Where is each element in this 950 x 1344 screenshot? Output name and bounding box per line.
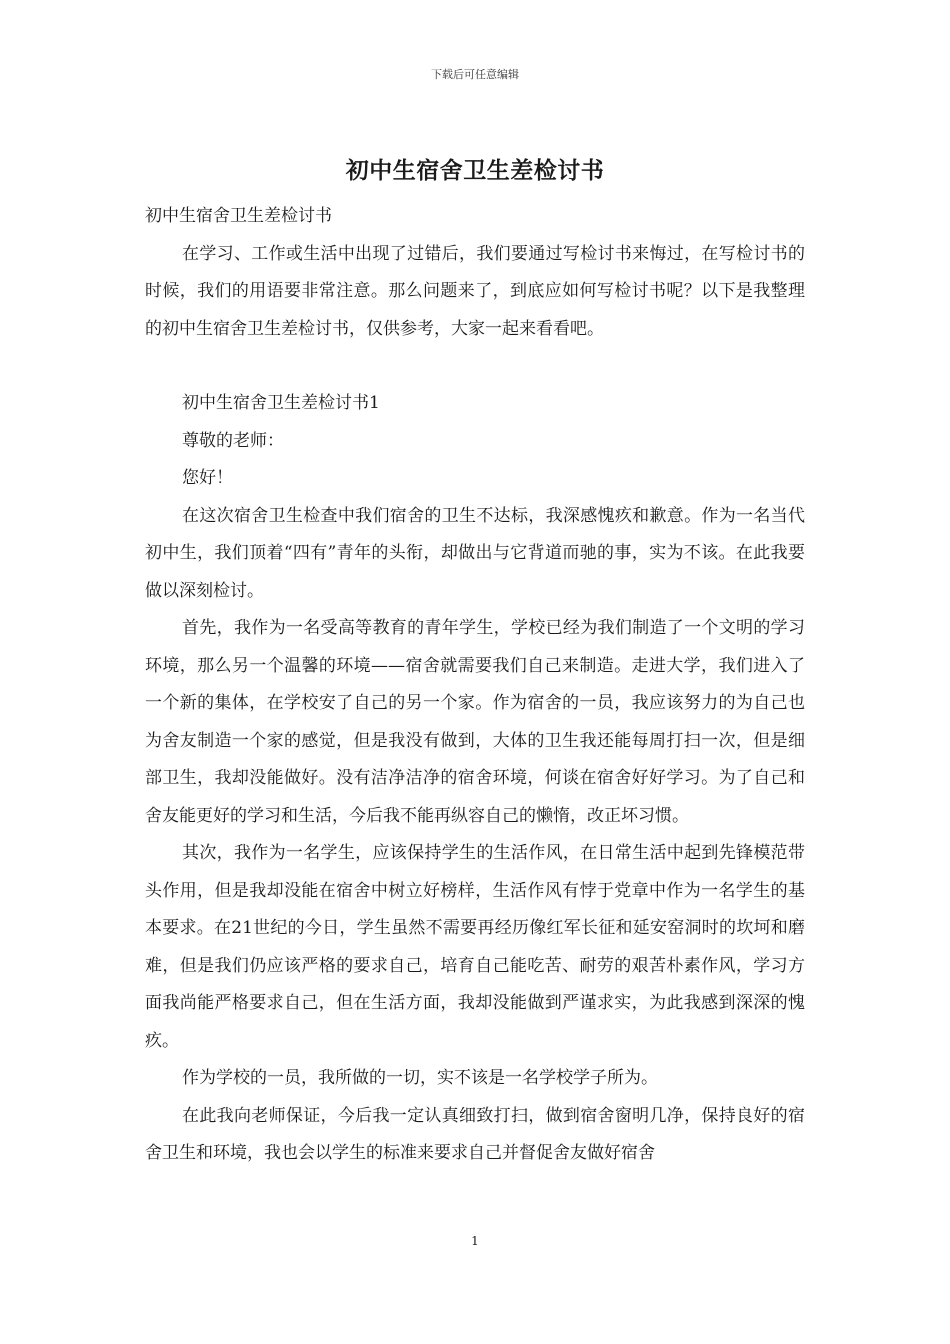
section-heading: 初中生宿舍卫生差检讨书1 — [182, 393, 380, 413]
blank-line — [145, 348, 805, 385]
body-paragraph: 在这次宿舍卫生检查中我们宿舍的卫生不达标，我深感愧疚和歉意。作为一名当代初中生，我们顶着“四有”青年的头衔，却做出与它背道而驰的事，实为不该。在此我要做以深刻检讨。 — [145, 505, 805, 601]
greeting: 您好！ — [182, 468, 233, 488]
subtitle: 初中生宿舍卫生差检讨书 — [145, 206, 332, 226]
document-title: 初中生宿舍卫生差检讨书 — [345, 157, 605, 184]
header-note: 下载后可任意编辑 — [431, 68, 519, 81]
body-paragraph: 作为学校的一员，我所做的一切，实不该是一名学校学子所为。 — [182, 1068, 658, 1088]
body-paragraph: 其次，我作为一名学生，应该保持学生的生活作风，在日常生活中起到先锋模范带头作用，但是我却没能在宿舍中树立好榜样，生活作风有悖于党章中作为一名学生的基本要求。在21世纪的今日，学生虽然不需要再经历像红军长征和延安窑洞时的坎坷和磨难，但是我们仍应该严格的要求自己，培育自己能吃苦、耐劳的艰苦朴素作风，学习方面我尚能严格要求自己，但在生活方面，我却没能做到严谨求实，为此我感到深深的愧疚。 — [145, 843, 805, 1051]
document-body — [145, 198, 805, 1173]
intro-paragraph: 在学习、工作或生活中出现了过错后，我们要通过写检讨书来悔过，在写检讨书的时候，我们的用语要非常注意。那么问题来了，到底应如何写检讨书呢？以下是我整理的初中生宿舍卫生差检讨书，仅供参考，大家一起来看看吧。 — [145, 243, 805, 339]
body-paragraph: 首先，我作为一名受高等教育的青年学生，学校已经为我们制造了一个文明的学习环境，那么另一个温馨的环境——宿舍就需要我们自己来制造。走进大学，我们进入了一个新的集体，在学校安了自己的另一个家。作为宿舍的一员，我应该努力的为自己也为舍友制造一个家的感觉，但是我没有做到，大体的卫生我还能每周打扫一次，但是细部卫生，我却没能做好。没有洁净洁净的宿舍环境，何谈在宿舍好好学习。为了自己和舍友能更好的学习和生活，今后我不能再纵容自己的懒惰，改正坏习惯。 — [145, 618, 805, 826]
salutation: 尊敬的老师： — [182, 430, 284, 451]
body-paragraph: 在此我向老师保证，今后我一定认真细致打扫，做到宿舍窗明几净，保持良好的宿舍卫生和环境，我也会以学生的标准来要求自己并督促舍友做好宿舍 — [145, 1105, 805, 1163]
page-number: 1 — [471, 1234, 479, 1248]
